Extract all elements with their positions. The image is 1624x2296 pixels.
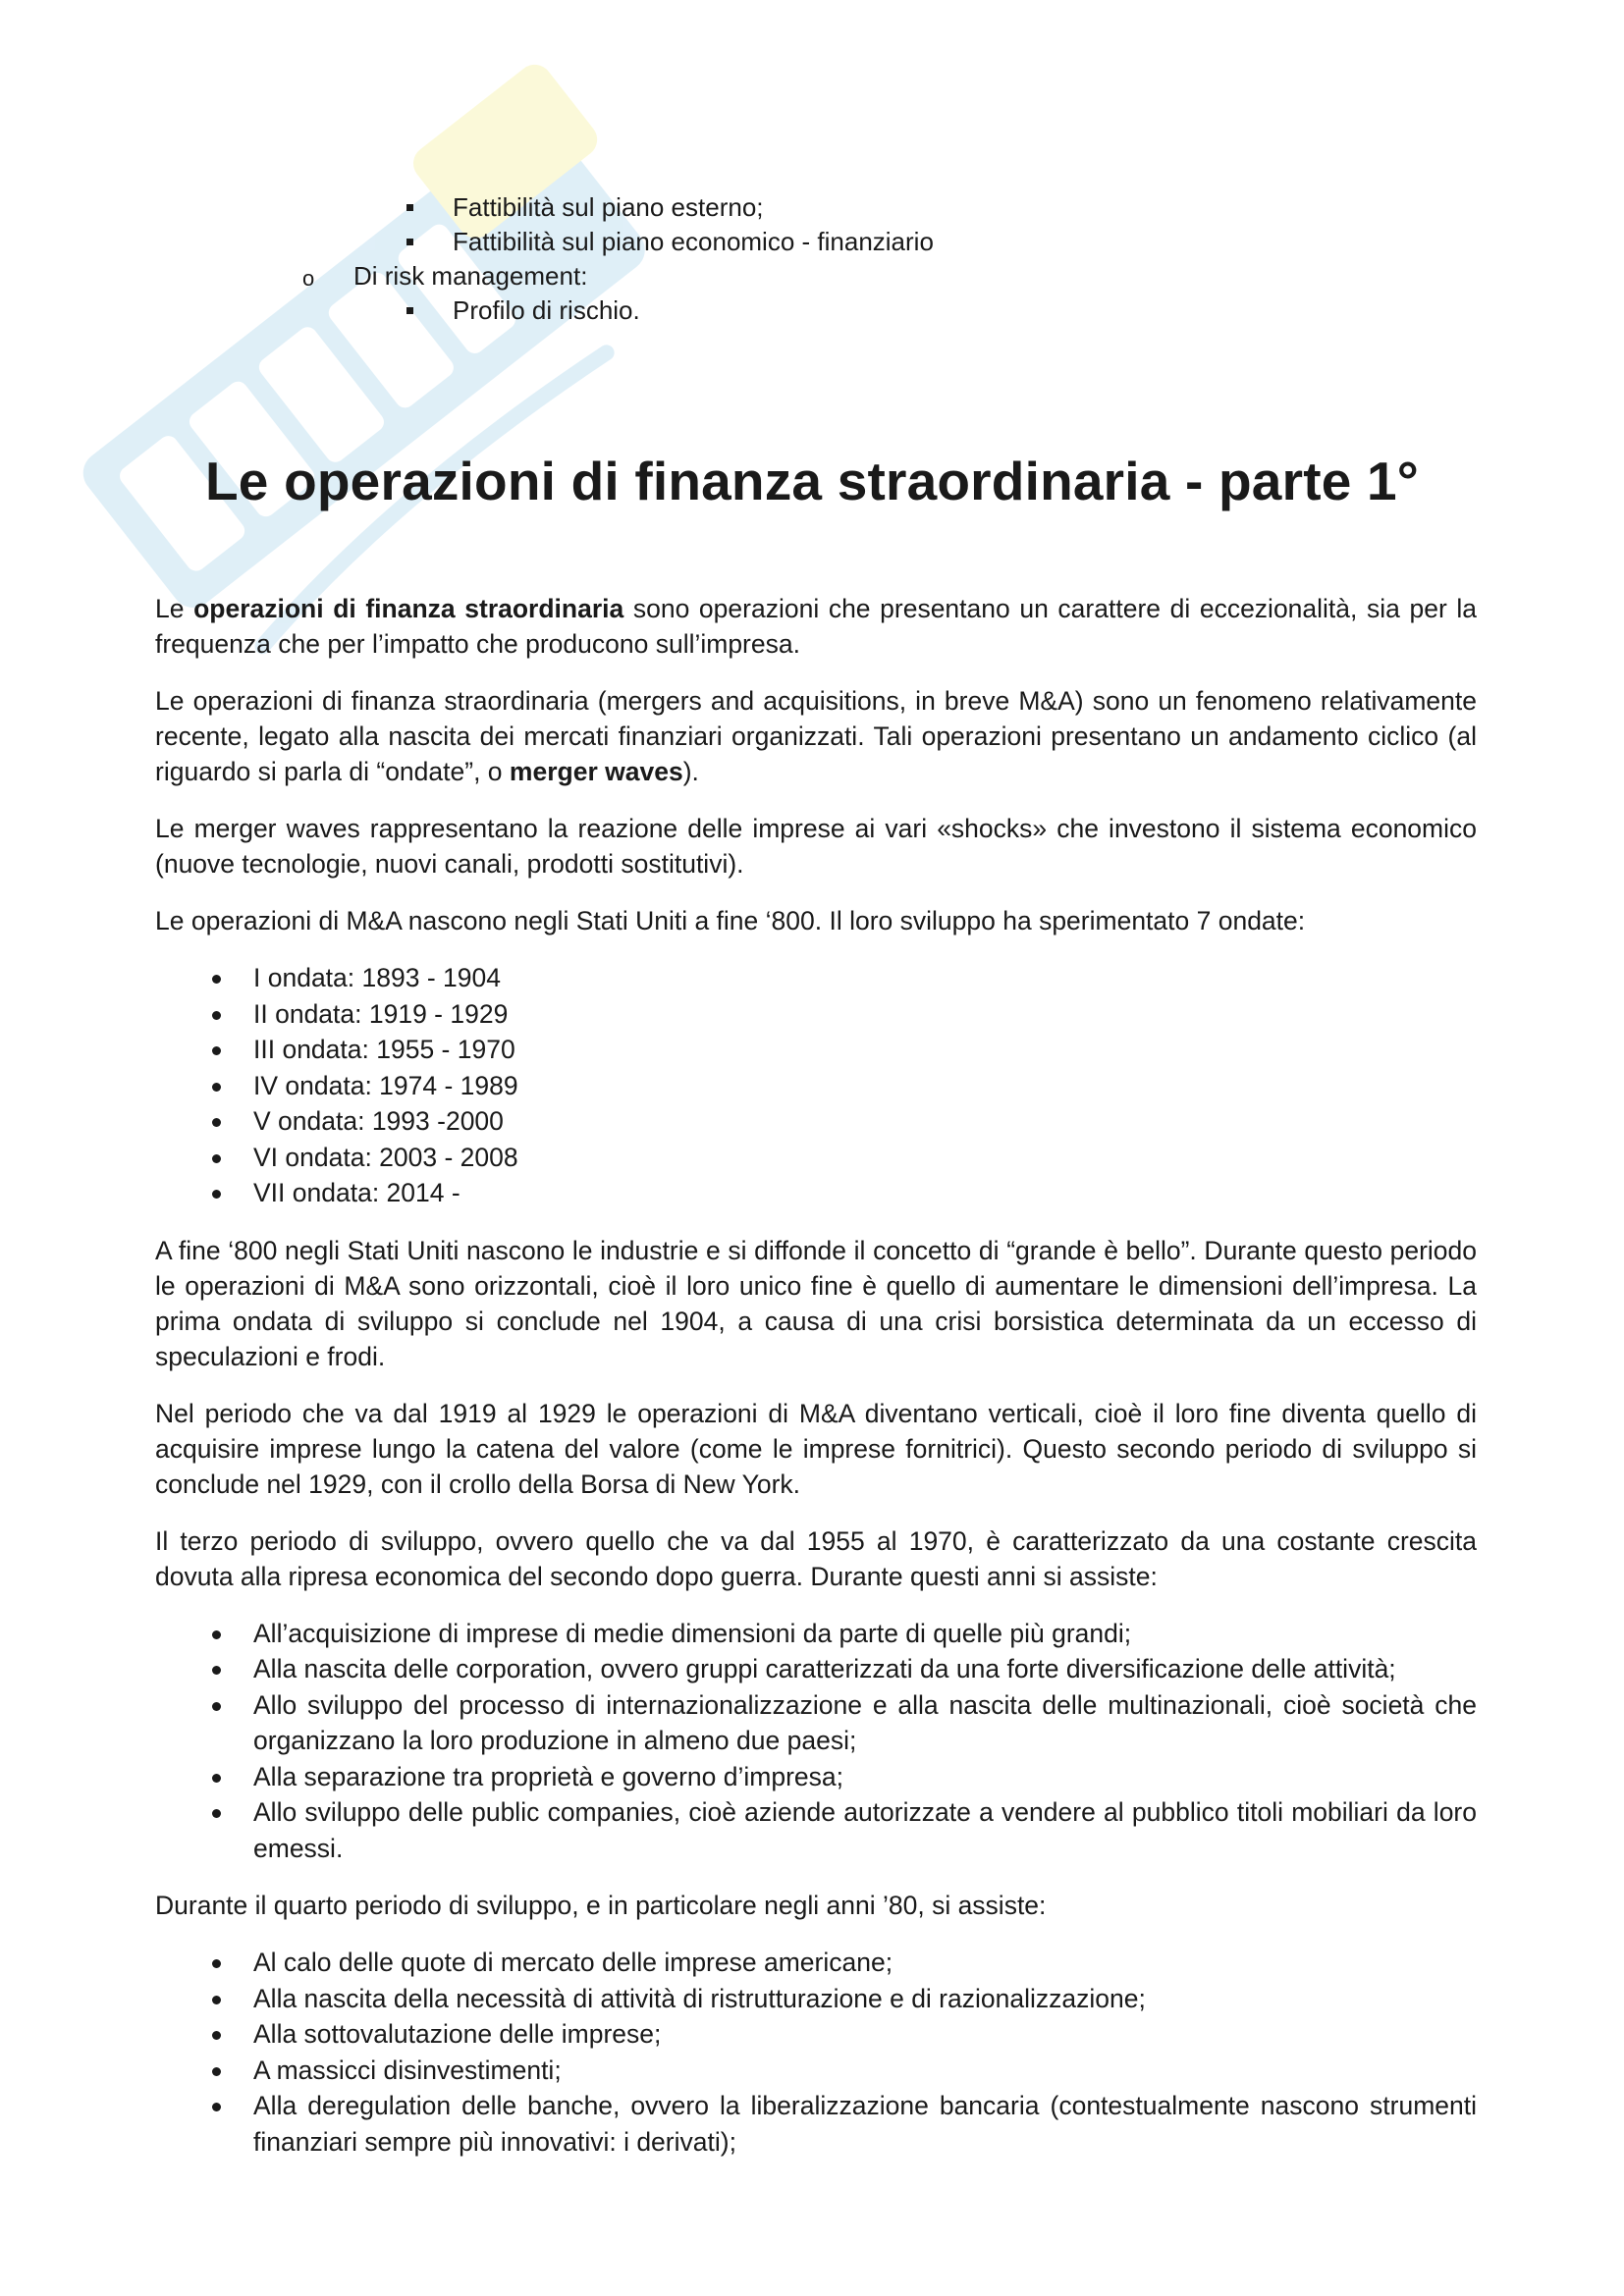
list-item: II ondata: 1919 - 1929 [155, 996, 1477, 1033]
bold-term: merger waves [509, 757, 683, 786]
fourth-wave-list [155, 1945, 1477, 2160]
square-bullet-icon [406, 204, 413, 211]
paragraph-merger-waves: Le merger waves rappresentano la reazione delle imprese ai vari «shocks» che investono il sistema economico (nuove tecnologie, nuovi canali, prodotti sostitutivi). [155, 814, 1477, 879]
list-item: Al calo delle quote di mercato delle imprese americane; [155, 1945, 1477, 1981]
paragraph-second-wave: Nel periodo che va dal 1919 al 1929 le operazioni di M&A diventano verticali, cioè il loro fine diventa quello di acquisire imprese lungo la catena del valore (come le imprese fornitrici). Questo secondo periodo di sviluppo si conclude nel 1929, con il crollo della Borsa di New York. [155, 1398, 1477, 1499]
list-item: VII ondata: 2014 - [155, 1175, 1477, 1211]
list-item: A massicci disinvestimenti; [155, 2053, 1477, 2089]
document-body [155, 591, 1477, 2181]
list-item: VI ondata: 2003 - 2008 [155, 1140, 1477, 1176]
list-item: All’acquisizione di imprese di medie dimensioni da parte di quelle più grandi; [155, 1616, 1477, 1652]
bold-term: operazioni di finanza straordinaria [193, 594, 624, 623]
list-item: III ondata: 1955 - 1970 [155, 1032, 1477, 1068]
list-item: Alla deregulation delle banche, ovvero la liberalizzazione bancaria (contestualmente nascono strumenti finanziari sempre più innovativi: i derivati); [155, 2088, 1477, 2160]
list-item-text: Fattibilità sul piano economico - finanziario [453, 227, 934, 256]
list-item: Allo sviluppo delle public companies, cioè aziende autorizzate a vendere al pubblico titoli mobiliari da loro emessi. [155, 1794, 1477, 1866]
paragraph-origins: Le operazioni di M&A nascono negli Stati Uniti a fine ‘800. Il loro sviluppo ha sperimentato 7 ondate: [155, 906, 1306, 935]
page-title: Le operazioni di finanza straordinaria - parte 1° [205, 451, 1419, 511]
list-item: Alla nascita delle corporation, ovvero gruppi caratterizzati da una forte diversificazione delle attività; [155, 1651, 1477, 1687]
square-bullet-icon [406, 307, 413, 314]
list-item-text: Profilo di rischio. [453, 295, 640, 325]
third-wave-list [155, 1616, 1477, 1867]
square-bullet-icon [406, 239, 413, 245]
paragraph-mergers: Le operazioni di finanza straordinaria (mergers and acquisitions, in breve M&A) sono un fenomeno relativamente recente, legato alla nascita dei mercati finanziari organizzati. Tali operazioni presentano un andamento ciclico (al riguardo si parla di “ondate”, o merger waves). [155, 686, 1477, 786]
list-item: I ondata: 1893 - 1904 [155, 960, 1477, 996]
list-item: IV ondata: 1974 - 1989 [155, 1068, 1477, 1104]
list-item: V ondata: 1993 -2000 [155, 1103, 1477, 1140]
list-item: Alla sottovalutazione delle imprese; [155, 2016, 1477, 2053]
paragraph-first-wave: A fine ‘800 negli Stati Uniti nascono le industrie e si diffonde il concetto di “grande è bello”. Durante questo periodo le operazioni di M&A sono orizzontali, cioè il loro unico fine è quello di aumentare le dimensioni dell’impresa. La prima ondata di sviluppo si conclude nel 1904, a causa di una crisi borsistica determinata da un eccesso di speculazioni e frodi. [155, 1235, 1477, 1371]
paragraph-fourth-wave: Durante il quarto periodo di sviluppo, e in particolare negli anni ’80, si assiste: [155, 1891, 1047, 1920]
list-item: Allo sviluppo del processo di internazionalizzazione e alla nascita delle multinazionali, cioè società che organizzano la loro produzione in almeno due paesi; [155, 1687, 1477, 1759]
paragraph-intro: Le operazioni di finanza straordinaria sono operazioni che presentano un carattere di eccezionalità, sia per la frequenza che per l’impatto che producono sull’impresa. [155, 594, 1478, 659]
circle-bullet-icon: o [302, 266, 315, 291]
waves-list [155, 960, 1477, 1211]
list-item-text: Fattibilità sul piano esterno; [453, 192, 764, 222]
list-item: Alla separazione tra proprietà e governo d’impresa; [155, 1759, 1477, 1795]
list-item-text: Di risk management: [353, 261, 588, 291]
list-item: Alla nascita della necessità di attività di ristrutturazione e di razionalizzazione; [155, 1981, 1477, 2017]
paragraph-third-wave: Il terzo periodo di sviluppo, ovvero quello che va dal 1955 al 1970, è caratterizzato da una costante crescita dovuta alla ripresa economica del secondo dopo guerra. Durante questi anni si assiste: [155, 1525, 1477, 1591]
